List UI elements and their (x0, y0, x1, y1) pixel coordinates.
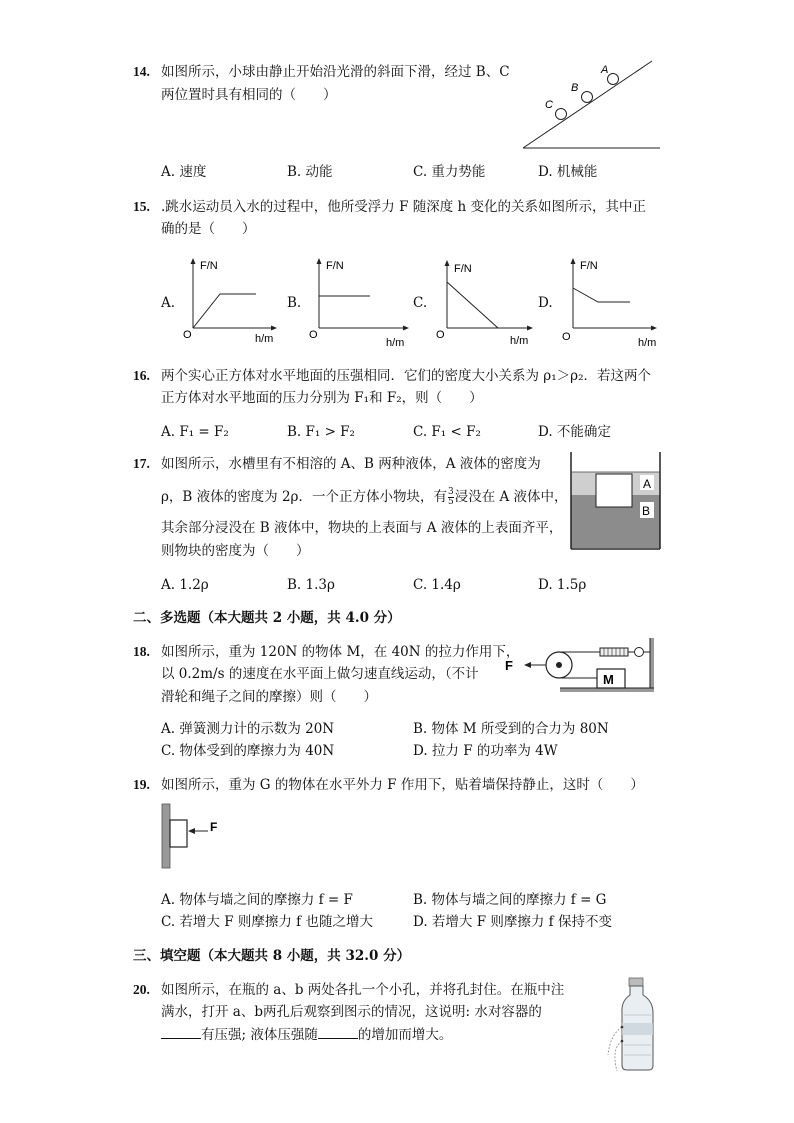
q15-graph-a (180, 256, 280, 348)
q19-text-line1: 如图所示，重为 G 的物体在水平外力 F 作用下，贴着墙保持静止，这时（ ） (161, 777, 644, 793)
q17-text-line2-b: 浸没在 A 液体中， (454, 489, 568, 505)
q15-graph-d-xlabel: h/m (638, 337, 657, 348)
q20-bottle-figure (605, 975, 665, 1073)
q18-text-line3: 滑轮和绳子之间的摩擦）则（ ） (161, 689, 377, 705)
q14-option-b[interactable]: B. 动能 (287, 164, 333, 180)
q17-text-line3: 其余部分浸没在 B 液体中，物块的上表面与 A 液体的上表面齐平， (161, 520, 563, 536)
q18-text-line2: 以 0.2m/s 的速度在水平面上做匀速直线运动，（不计 (161, 666, 479, 682)
q15-graph-c-ylabel: F/N (454, 263, 472, 275)
q17-fraction-num: 3 (447, 487, 454, 497)
q19-option-d[interactable]: D. 若增大 F 则摩擦力 f 保持不变 (413, 914, 612, 930)
q15-option-b[interactable]: B. (287, 295, 302, 311)
q14-text-line2: 两位置时具有相同的（ ） (161, 87, 337, 103)
q16-option-a[interactable]: A. F₁ = F₂ (161, 424, 229, 440)
q17-option-d[interactable]: D. 1.5ρ (538, 577, 587, 593)
q15-graph-a-ylabel: F/N (200, 260, 218, 272)
q18-option-a[interactable]: A. 弹簧测力计的示数为 20N (161, 721, 335, 737)
q16-option-d[interactable]: D. 不能确定 (538, 424, 611, 440)
q18-option-c[interactable]: C. 物体受到的摩擦力为 40N (161, 743, 335, 759)
q19-wall-figure (160, 802, 230, 872)
q15-graph-c-origin: O (436, 329, 445, 341)
section-3-heading (133, 945, 410, 967)
q15-graph-b-ylabel: F/N (326, 260, 344, 272)
q18-option-d[interactable]: D. 拉力 F 的功率为 4W (413, 743, 558, 759)
q20-number: 20. (133, 982, 150, 997)
q14-incline-figure (515, 55, 665, 155)
q15-option-c[interactable]: C. (413, 295, 428, 311)
q15-graph-c-xlabel: h/m (510, 335, 529, 347)
section-2-title: 二、多选题 (133, 610, 201, 626)
q14-option-d[interactable]: D. 机械能 (538, 164, 598, 180)
q15-graph-b-origin: O (309, 329, 318, 341)
q17-fraction (448, 488, 454, 507)
q15-graph-d (558, 256, 662, 348)
q17-tank-figure (568, 452, 664, 552)
q15-graph-b (306, 256, 416, 348)
q16-text-line2: 正方体对水平地面的压力分别为 F₁和 F₂，则（ ） (161, 390, 483, 406)
q18-option-b[interactable]: B. 物体 M 所受到的合力为 80N (413, 721, 609, 737)
q17-text-line1: 如图所示，水槽里有不相溶的 A、B 两种液体，A 液体的密度为 (161, 456, 541, 472)
q19-option-c[interactable]: C. 若增大 F 则摩擦力 f 也随之增大 (161, 914, 373, 930)
q16-option-b[interactable]: B. F₁ > F₂ (287, 424, 355, 440)
q16-number: 16. (133, 368, 150, 383)
section-3-title: 三、填空题 (133, 948, 201, 964)
q15-graph-a-xlabel: h/m (255, 333, 274, 345)
q14-label-a: A (601, 64, 609, 76)
q17-number: 17. (133, 456, 150, 471)
q17-text-line4: 则物块的密度为（ ） (161, 543, 310, 559)
q15-graph-c (432, 258, 540, 348)
q15-text-line1: .跳水运动员入水的过程中，他所受浮力 F 随深度 h 变化的关系如图所示，其中正 (161, 199, 647, 215)
q20-text-line3 (161, 1024, 452, 1046)
q17-option-b[interactable]: B. 1.3ρ (287, 577, 335, 593)
q14-text-line1: 如图所示，小球由静止开始沿光滑的斜面下滑，经过 B、C (161, 64, 510, 80)
q20-text-line3-b: 的增加而增大。 (357, 1027, 453, 1043)
q18-label-m: M (603, 672, 614, 687)
q16-text-line1: 两个实心正方体对水平地面的压强相同．它们的密度大小关系为 ρ₁＞ρ₂．若这两个 (161, 368, 651, 384)
q18-number: 18. (133, 644, 150, 659)
q14-label-b: B (571, 82, 579, 94)
section-2-heading (133, 607, 401, 629)
q19-option-b[interactable]: B. 物体与墙之间的摩擦力 f = G (413, 892, 607, 908)
q15-graph-d-origin: O (562, 331, 571, 343)
q18-text-line1: 如图所示，重为 120N 的物体 M，在 40N 的拉力作用下， (161, 644, 520, 660)
q15-graph-d-ylabel: F/N (580, 260, 598, 272)
q15-number: 15. (133, 199, 150, 214)
q14-number: 14. (133, 64, 150, 79)
q14-label-c: C (545, 99, 553, 111)
q20-text-line2: 满水，打开 a、b两孔后观察到图示的情况，这说明: 水对容器的 (161, 1004, 542, 1020)
q20-text-line1: 如图所示，在瓶的 a、b 两处各扎一个小孔，并将孔封住。在瓶中注 (161, 982, 565, 998)
q17-option-a[interactable]: A. 1.2ρ (161, 577, 209, 593)
q15-option-d[interactable]: D. (538, 295, 553, 311)
q19-label-f: F (210, 820, 218, 834)
q17-text-line2-a: ρ，B 液体的密度为 2ρ．一个正方体小物块，有 (161, 489, 447, 505)
q18-label-f: F (505, 658, 513, 673)
q20-text-line3-a: 有压强; 液体压强随 (201, 1027, 318, 1043)
q15-graph-b-xlabel: h/m (386, 337, 405, 348)
section-2-detail: （本大题共 2 小题，共 4.0 分） (200, 610, 401, 626)
q16-option-c[interactable]: C. F₁ < F₂ (413, 424, 481, 440)
q14-option-a[interactable]: A. 速度 (161, 164, 207, 180)
q20-blank-1[interactable] (161, 1024, 201, 1039)
section-3-detail: （本大题共 8 小题，共 32.0 分） (200, 948, 411, 964)
q17-option-c[interactable]: C. 1.4ρ (413, 577, 461, 593)
q15-option-a[interactable]: A. (161, 295, 176, 311)
q19-option-a[interactable]: A. 物体与墙之间的摩擦力 f = F (161, 892, 353, 908)
q17-label-a: A (643, 477, 652, 491)
q17-fraction-den: 5 (447, 497, 454, 507)
q20-blank-2[interactable] (318, 1024, 358, 1039)
q18-pulley-figure (500, 636, 662, 696)
q15-text-line2: 确的是（ ） (161, 221, 256, 237)
q17-label-b: B (642, 504, 651, 518)
q14-option-c[interactable]: C. 重力势能 (413, 164, 486, 180)
q15-graph-a-origin: O (183, 329, 192, 341)
q19-number: 19. (133, 777, 150, 792)
q17-text-line2 (161, 486, 568, 508)
